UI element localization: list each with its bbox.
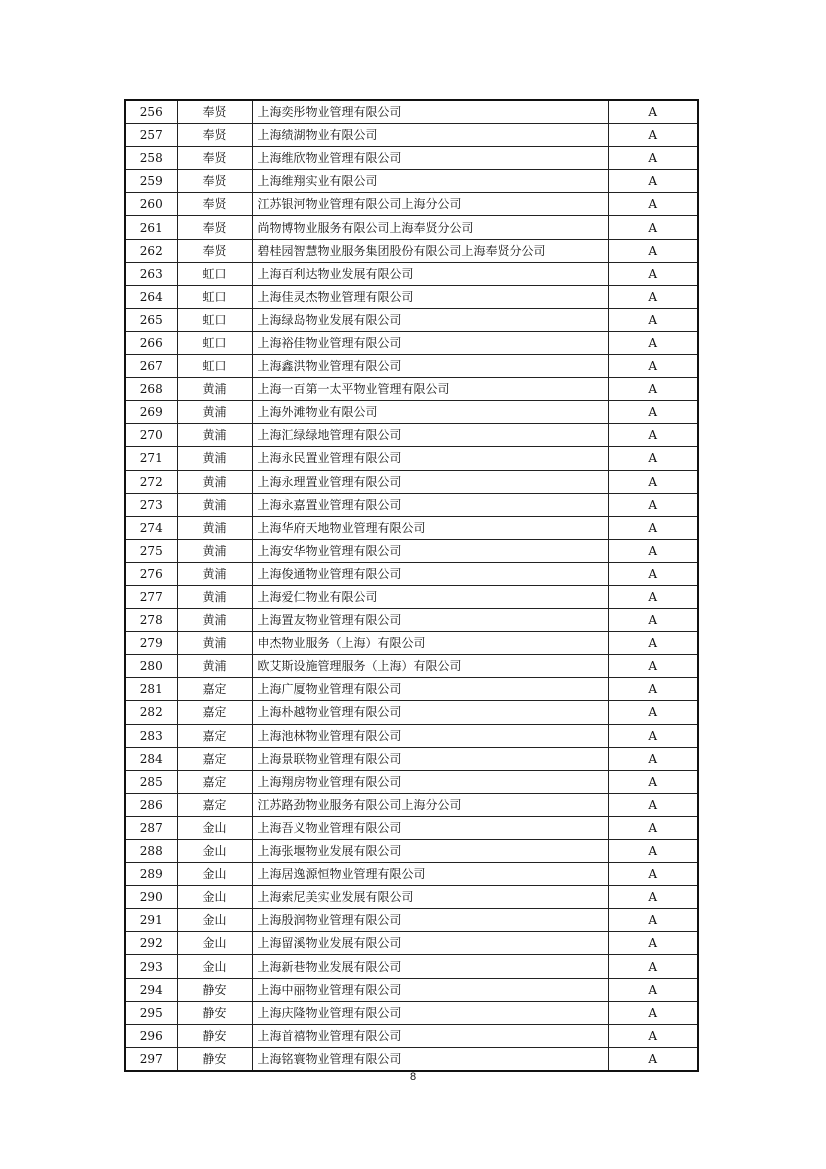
company-name-cell: 上海爱仁物业有限公司 — [252, 585, 608, 608]
company-name-cell: 碧桂园智慧物业服务集团股份有限公司上海奉贤分公司 — [252, 239, 608, 262]
row-number: 290 — [125, 886, 177, 909]
rating-cell: A — [608, 978, 698, 1001]
row-number: 267 — [125, 355, 177, 378]
company-name-cell: 上海朴越物业管理有限公司 — [252, 701, 608, 724]
company-name-cell: 上海一百第一太平物业管理有限公司 — [252, 378, 608, 401]
rating-cell: A — [608, 1001, 698, 1024]
row-number: 274 — [125, 516, 177, 539]
table-row — [125, 724, 698, 747]
district-cell: 金山 — [177, 932, 252, 955]
district-cell: 嘉定 — [177, 793, 252, 816]
district-cell: 静安 — [177, 978, 252, 1001]
table-row — [125, 239, 698, 262]
table-row — [125, 678, 698, 701]
company-name-cell: 上海绩湖物业有限公司 — [252, 124, 608, 147]
table-row — [125, 562, 698, 585]
district-cell: 金山 — [177, 816, 252, 839]
district-cell: 黄浦 — [177, 378, 252, 401]
company-name-cell: 江苏路劲物业服务有限公司上海分公司 — [252, 793, 608, 816]
rating-cell: A — [608, 863, 698, 886]
row-number: 291 — [125, 909, 177, 932]
district-cell: 奉贤 — [177, 239, 252, 262]
row-number: 272 — [125, 470, 177, 493]
row-number: 293 — [125, 955, 177, 978]
rating-cell: A — [608, 355, 698, 378]
company-name-cell: 申杰物业服务（上海）有限公司 — [252, 632, 608, 655]
row-number: 262 — [125, 239, 177, 262]
rating-cell: A — [608, 609, 698, 632]
district-cell: 虹口 — [177, 285, 252, 308]
row-number: 261 — [125, 216, 177, 239]
rating-cell: A — [608, 955, 698, 978]
rating-cell: A — [608, 216, 698, 239]
district-cell: 虹口 — [177, 308, 252, 331]
table-row — [125, 932, 698, 955]
row-number: 266 — [125, 331, 177, 354]
row-number: 270 — [125, 424, 177, 447]
rating-cell: A — [608, 770, 698, 793]
table-row — [125, 1047, 698, 1071]
rating-cell: A — [608, 747, 698, 770]
row-number: 264 — [125, 285, 177, 308]
rating-cell: A — [608, 378, 698, 401]
row-number: 257 — [125, 124, 177, 147]
company-name-cell: 上海维翔实业有限公司 — [252, 170, 608, 193]
row-number: 287 — [125, 816, 177, 839]
row-number: 259 — [125, 170, 177, 193]
row-number: 283 — [125, 724, 177, 747]
table-row — [125, 701, 698, 724]
table-row — [125, 516, 698, 539]
rating-cell: A — [608, 1047, 698, 1071]
rating-cell: A — [608, 539, 698, 562]
rating-cell: A — [608, 816, 698, 839]
company-name-cell: 上海永民置业管理有限公司 — [252, 447, 608, 470]
rating-cell: A — [608, 239, 698, 262]
rating-cell: A — [608, 147, 698, 170]
row-number: 258 — [125, 147, 177, 170]
table-row — [125, 863, 698, 886]
rating-cell: A — [608, 193, 698, 216]
district-cell: 黄浦 — [177, 585, 252, 608]
district-cell: 金山 — [177, 909, 252, 932]
row-number: 268 — [125, 378, 177, 401]
district-cell: 黄浦 — [177, 470, 252, 493]
company-name-cell: 上海置友物业管理有限公司 — [252, 609, 608, 632]
table-row — [125, 447, 698, 470]
district-cell: 黄浦 — [177, 655, 252, 678]
district-cell: 黄浦 — [177, 609, 252, 632]
row-number: 289 — [125, 863, 177, 886]
rating-cell: A — [608, 724, 698, 747]
company-name-cell: 上海永嘉置业管理有限公司 — [252, 493, 608, 516]
row-number: 294 — [125, 978, 177, 1001]
rating-cell: A — [608, 886, 698, 909]
table-row — [125, 147, 698, 170]
rating-cell: A — [608, 447, 698, 470]
row-number: 292 — [125, 932, 177, 955]
district-cell: 黄浦 — [177, 424, 252, 447]
table-row — [125, 609, 698, 632]
rating-cell: A — [608, 424, 698, 447]
row-number: 273 — [125, 493, 177, 516]
row-number: 256 — [125, 100, 177, 124]
company-name-cell: 上海安华物业管理有限公司 — [252, 539, 608, 562]
row-number: 279 — [125, 632, 177, 655]
district-cell: 奉贤 — [177, 147, 252, 170]
district-cell: 金山 — [177, 955, 252, 978]
row-number: 281 — [125, 678, 177, 701]
company-name-cell: 上海外滩物业有限公司 — [252, 401, 608, 424]
rating-cell: A — [608, 308, 698, 331]
company-name-cell: 上海佳灵杰物业管理有限公司 — [252, 285, 608, 308]
table-row — [125, 331, 698, 354]
company-name-cell: 上海居逸源恒物业管理有限公司 — [252, 863, 608, 886]
rating-cell: A — [608, 678, 698, 701]
rating-cell: A — [608, 285, 698, 308]
table-row — [125, 378, 698, 401]
table-row — [125, 793, 698, 816]
row-number: 295 — [125, 1001, 177, 1024]
table-row — [125, 747, 698, 770]
district-cell: 奉贤 — [177, 170, 252, 193]
district-cell: 黄浦 — [177, 447, 252, 470]
district-cell: 奉贤 — [177, 124, 252, 147]
row-number: 282 — [125, 701, 177, 724]
row-number: 275 — [125, 539, 177, 562]
rating-cell: A — [608, 516, 698, 539]
row-number: 260 — [125, 193, 177, 216]
table-row — [125, 124, 698, 147]
company-name-cell: 欧艾斯设施管理服务（上海）有限公司 — [252, 655, 608, 678]
company-name-cell: 上海维欣物业管理有限公司 — [252, 147, 608, 170]
table-row — [125, 216, 698, 239]
district-cell: 奉贤 — [177, 100, 252, 124]
rating-cell: A — [608, 932, 698, 955]
row-number: 265 — [125, 308, 177, 331]
district-cell: 虹口 — [177, 355, 252, 378]
table-row — [125, 978, 698, 1001]
table-row — [125, 770, 698, 793]
company-name-cell: 上海汇绿绿地管理有限公司 — [252, 424, 608, 447]
company-name-cell: 上海张堰物业发展有限公司 — [252, 840, 608, 863]
table-row — [125, 632, 698, 655]
district-cell: 虹口 — [177, 331, 252, 354]
table-row — [125, 193, 698, 216]
table-row — [125, 493, 698, 516]
row-number: 277 — [125, 585, 177, 608]
company-rating-table — [124, 99, 699, 1072]
district-cell: 奉贤 — [177, 216, 252, 239]
rating-cell: A — [608, 655, 698, 678]
district-cell: 静安 — [177, 1024, 252, 1047]
company-name-cell: 上海广厦物业管理有限公司 — [252, 678, 608, 701]
table-row — [125, 308, 698, 331]
company-name-cell: 上海中丽物业管理有限公司 — [252, 978, 608, 1001]
company-name-cell: 上海绿岛物业发展有限公司 — [252, 308, 608, 331]
company-name-cell: 上海百利达物业发展有限公司 — [252, 262, 608, 285]
company-name-cell: 江苏银河物业管理有限公司上海分公司 — [252, 193, 608, 216]
table-row — [125, 424, 698, 447]
row-number: 286 — [125, 793, 177, 816]
rating-cell: A — [608, 262, 698, 285]
district-cell: 静安 — [177, 1047, 252, 1071]
district-cell: 嘉定 — [177, 701, 252, 724]
row-number: 284 — [125, 747, 177, 770]
company-name-cell: 尚物博物业服务有限公司上海奉贤分公司 — [252, 216, 608, 239]
district-cell: 虹口 — [177, 262, 252, 285]
rating-cell: A — [608, 493, 698, 516]
district-cell: 嘉定 — [177, 678, 252, 701]
district-cell: 黄浦 — [177, 493, 252, 516]
page-number: 8 — [409, 1071, 417, 1083]
row-number: 280 — [125, 655, 177, 678]
row-number: 297 — [125, 1047, 177, 1071]
company-name-cell: 上海吾义物业管理有限公司 — [252, 816, 608, 839]
company-name-cell: 上海新巷物业发展有限公司 — [252, 955, 608, 978]
table-row — [125, 1024, 698, 1047]
table-row — [125, 1001, 698, 1024]
district-cell: 黄浦 — [177, 401, 252, 424]
company-name-cell: 上海永理置业管理有限公司 — [252, 470, 608, 493]
company-name-cell: 上海留溪物业发展有限公司 — [252, 932, 608, 955]
district-cell: 黄浦 — [177, 562, 252, 585]
row-number: 288 — [125, 840, 177, 863]
rating-cell: A — [608, 170, 698, 193]
table-row — [125, 401, 698, 424]
table-row — [125, 470, 698, 493]
company-name-cell: 上海俊通物业管理有限公司 — [252, 562, 608, 585]
company-name-cell: 上海景联物业管理有限公司 — [252, 747, 608, 770]
table-row — [125, 840, 698, 863]
company-name-cell: 上海铭寰物业管理有限公司 — [252, 1047, 608, 1071]
rating-cell: A — [608, 124, 698, 147]
table-row — [125, 886, 698, 909]
rating-cell: A — [608, 1024, 698, 1047]
company-name-cell: 上海池林物业管理有限公司 — [252, 724, 608, 747]
company-name-cell: 上海裕佳物业管理有限公司 — [252, 331, 608, 354]
table-row — [125, 262, 698, 285]
rating-cell: A — [608, 701, 698, 724]
row-number: 269 — [125, 401, 177, 424]
row-number: 271 — [125, 447, 177, 470]
company-name-cell: 上海殷润物业管理有限公司 — [252, 909, 608, 932]
table-row — [125, 655, 698, 678]
district-cell: 金山 — [177, 886, 252, 909]
company-name-cell: 上海首禧物业管理有限公司 — [252, 1024, 608, 1047]
table-row — [125, 816, 698, 839]
company-name-cell: 上海索尼美实业发展有限公司 — [252, 886, 608, 909]
table-row — [125, 585, 698, 608]
rating-cell: A — [608, 401, 698, 424]
company-name-cell: 上海庆隆物业管理有限公司 — [252, 1001, 608, 1024]
district-cell: 黄浦 — [177, 632, 252, 655]
company-name-cell: 上海翔房物业管理有限公司 — [252, 770, 608, 793]
table-row — [125, 170, 698, 193]
district-cell: 嘉定 — [177, 724, 252, 747]
rating-cell: A — [608, 562, 698, 585]
district-cell: 嘉定 — [177, 770, 252, 793]
rating-cell: A — [608, 100, 698, 124]
row-number: 263 — [125, 262, 177, 285]
company-name-cell: 上海奕彤物业管理有限公司 — [252, 100, 608, 124]
company-name-cell: 上海华府天地物业管理有限公司 — [252, 516, 608, 539]
rating-cell: A — [608, 470, 698, 493]
table-row — [125, 909, 698, 932]
table-row — [125, 100, 698, 124]
district-cell: 黄浦 — [177, 539, 252, 562]
district-cell: 金山 — [177, 863, 252, 886]
rating-cell: A — [608, 840, 698, 863]
table-row — [125, 539, 698, 562]
row-number: 285 — [125, 770, 177, 793]
rating-cell: A — [608, 331, 698, 354]
rating-cell: A — [608, 632, 698, 655]
row-number: 276 — [125, 562, 177, 585]
company-name-cell: 上海鑫洪物业管理有限公司 — [252, 355, 608, 378]
row-number: 278 — [125, 609, 177, 632]
row-number: 296 — [125, 1024, 177, 1047]
table-row — [125, 955, 698, 978]
district-cell: 嘉定 — [177, 747, 252, 770]
table-row — [125, 285, 698, 308]
rating-cell: A — [608, 909, 698, 932]
district-cell: 金山 — [177, 840, 252, 863]
table-body — [125, 100, 698, 1071]
rating-cell: A — [608, 793, 698, 816]
district-cell: 黄浦 — [177, 516, 252, 539]
rating-cell: A — [608, 585, 698, 608]
district-cell: 奉贤 — [177, 193, 252, 216]
district-cell: 静安 — [177, 1001, 252, 1024]
table-row — [125, 355, 698, 378]
